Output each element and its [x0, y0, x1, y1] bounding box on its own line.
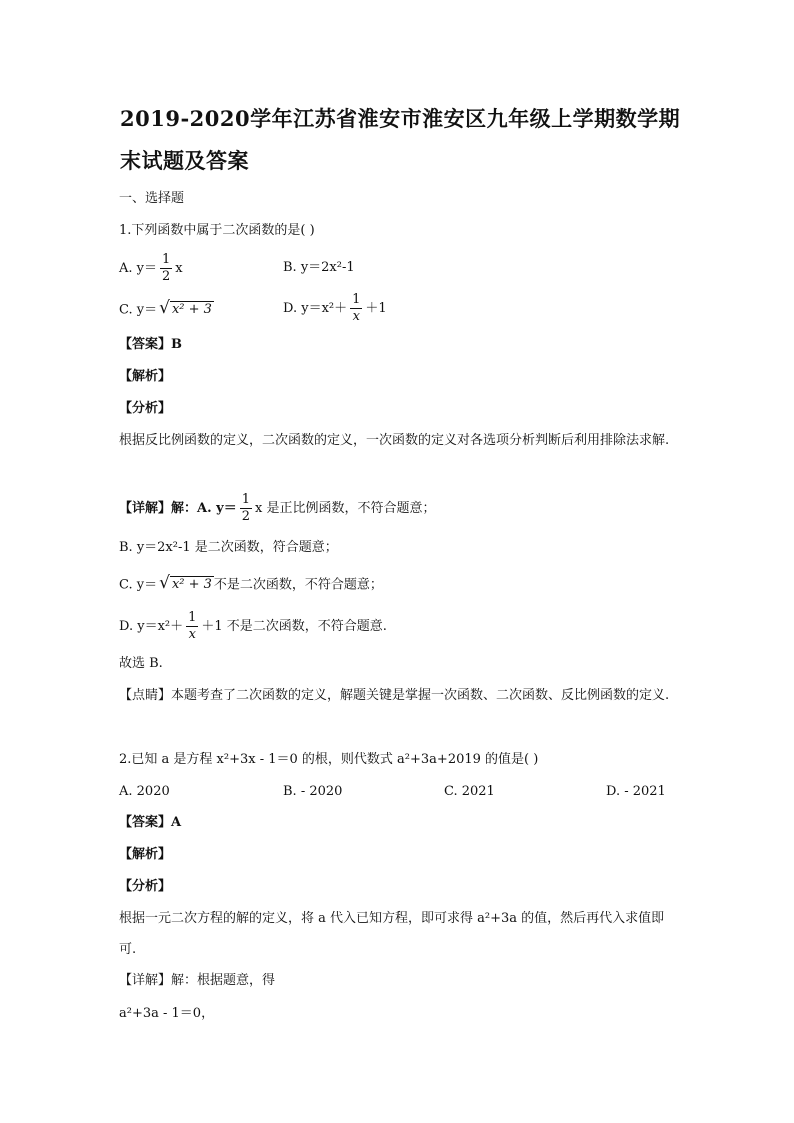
sqrt-expression — [159, 573, 214, 597]
doc-title: 2019-2020学年江苏省淮安市淮安区九年级上学期数学期末试题及答案 — [120, 106, 681, 173]
fraction-numerator: 1 — [162, 252, 171, 267]
radical-sign: √ — [159, 573, 170, 593]
q1-detail-a — [119, 492, 435, 525]
q1-fenxi-text: 根据反比例函数的定义，二次函数的定义，一次函数的定义对各选项分析判断后利用排除法求解. — [119, 433, 670, 448]
q1-detail-c — [119, 573, 383, 598]
q1-detail-d-suffix: ＋1 不是二次函数，不符合题意. — [201, 619, 387, 634]
q1-option-c — [119, 298, 214, 323]
q1-option-b: B. y＝2x²-1 — [283, 260, 355, 275]
fraction-numerator: 1 — [352, 292, 361, 307]
q1-option-a — [119, 252, 183, 285]
q1-detail-d — [119, 610, 387, 643]
fraction — [350, 292, 362, 325]
q1-detail-b: B. y＝2x²-1 是二次函数，符合题意； — [119, 540, 338, 555]
q1-option-d-prefix: D. y＝x²＋ — [283, 301, 348, 316]
fraction-denominator: 2 — [162, 269, 171, 284]
fraction-numerator: 1 — [188, 610, 197, 625]
fraction-denominator: x — [350, 308, 362, 325]
q1-choose: 故选 B. — [119, 656, 163, 671]
q1-option-a-suffix: x — [175, 261, 183, 276]
q1-detail-c-prefix: C. y＝ — [119, 577, 158, 593]
fraction — [240, 492, 252, 525]
q1-dianjing: 【点睛】本题考查了二次函数的定义，解题关键是掌握一次函数、二次函数、反比例函数的定义. — [119, 688, 670, 703]
q1-detail-a-suffix: x 是正比例函数，不符合题意； — [254, 501, 436, 516]
q2-option-c: C. 2021 — [444, 784, 495, 799]
radicand: x² + 3 — [171, 302, 212, 317]
fraction-denominator: x — [186, 626, 198, 643]
q1-stem: 1.下列函数中属于二次函数的是( ) — [119, 223, 315, 238]
fraction — [160, 252, 172, 285]
q2-equation: a²+3a - 1＝0， — [119, 1006, 215, 1021]
q1-detail-c-suffix: 不是二次函数，不符合题意； — [213, 577, 383, 593]
q2-option-b: B. - 2020 — [283, 784, 343, 799]
q1-answer: 【答案】B — [119, 337, 182, 352]
q1-detail-d-prefix: D. y＝x²＋ — [119, 619, 184, 634]
fraction-numerator: 1 — [241, 492, 250, 507]
q2-answer: 【答案】A — [119, 815, 182, 830]
fraction-denominator: 2 — [241, 509, 250, 524]
q2-fenxi-label: 【分析】 — [119, 879, 172, 894]
q2-detail: 【详解】解：根据题意，得 — [119, 973, 276, 988]
radicand: x² + 3 — [171, 577, 212, 592]
radical-sign: √ — [159, 298, 170, 318]
q1-fenxi-label: 【分析】 — [119, 401, 172, 416]
q2-jiexi-label: 【解析】 — [119, 847, 172, 862]
q2-stem: 2.已知 a 是方程 x²+3x - 1＝0 的根，则代数式 a²+3a+2019 的值是( ) — [119, 752, 539, 767]
q1-option-c-prefix: C. y＝ — [119, 302, 158, 318]
fraction — [186, 610, 198, 643]
q1-option-d — [283, 292, 387, 325]
sqrt-expression — [159, 298, 214, 322]
q1-option-d-suffix: ＋1 — [365, 301, 387, 316]
q1-option-a-prefix: A. y＝ — [119, 261, 157, 276]
q1-detail-a-prefix: 【详解】解：A. y＝ — [119, 501, 237, 516]
q2-option-a: A. 2020 — [119, 784, 170, 799]
q1-jiexi-label: 【解析】 — [119, 369, 172, 384]
q2-fenxi-text: 根据一元二次方程的解的定义，将 a 代入已知方程，即可求得 a²+3a 的值，然后再代入求值即可. — [119, 911, 665, 957]
section-heading: 一、选择题 — [119, 191, 185, 206]
q2-option-d: D. - 2021 — [606, 784, 666, 799]
